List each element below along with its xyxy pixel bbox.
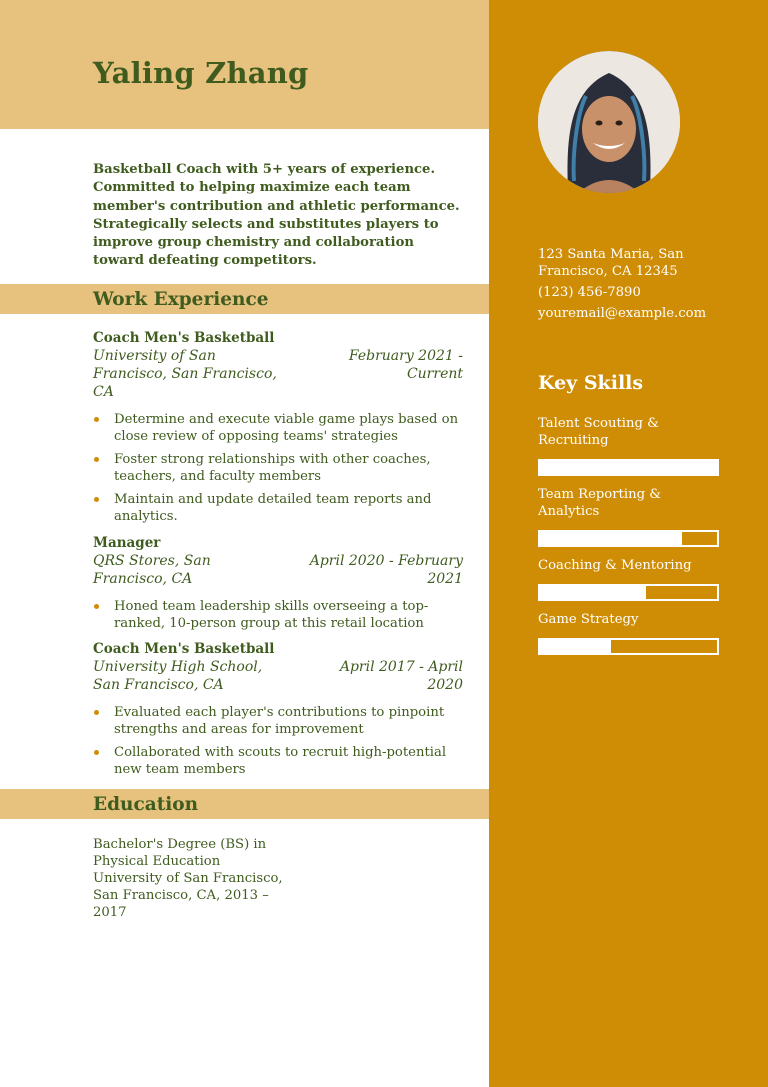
bullet-icon: [94, 497, 99, 502]
list-item: [93, 491, 463, 525]
list-item: [93, 744, 463, 778]
education-entry: Bachelor's Degree (BS) in Physical Education University of San Francisco, San Francisco, CA, 2013 – 2017: [93, 837, 283, 920]
skill-item: [538, 557, 719, 601]
job-title: Coach Men's Basketball: [93, 641, 275, 657]
bullet-icon: [94, 417, 99, 422]
skill-item: [538, 415, 719, 476]
address: 123 Santa Maria, San Francisco, CA 12345: [538, 247, 684, 279]
list-item: [93, 451, 463, 485]
phone: (123) 456-7890: [538, 285, 641, 300]
skill-label: Game Strategy: [538, 612, 639, 627]
list-item: [93, 704, 463, 738]
bullet-icon: [94, 604, 99, 609]
skill-fill: [540, 461, 717, 474]
skill-bar: [538, 638, 719, 655]
job-entry: [93, 329, 463, 531]
job-meta: [93, 658, 463, 694]
job-dates: April 2020 - February 2021: [309, 553, 463, 587]
bullet-text: Collaborated with scouts to recruit high-potential new team members: [114, 745, 447, 777]
list-item: [93, 598, 463, 632]
job-bullets: [93, 704, 463, 778]
list-item: [93, 411, 463, 445]
bullet-icon: [94, 710, 99, 715]
bullet-text: Maintain and update detailed team reports and analytics.: [114, 492, 432, 524]
bullet-text: Honed team leadership skills overseeing a top-ranked, 10-person group at this retail location: [114, 599, 429, 631]
bullet-icon: [94, 750, 99, 755]
section-title: Education: [93, 794, 199, 815]
skill-item: [538, 611, 719, 655]
job-entry: [93, 640, 463, 784]
job-organization: University High School, San Francisco, CA: [93, 659, 263, 693]
job-organization: University of San Francisco, San Francisco, CA: [93, 348, 277, 400]
header-band: [0, 0, 489, 129]
skill-bar: [538, 530, 719, 547]
skill-fill: [540, 532, 682, 545]
skills-title: Key Skills: [538, 372, 644, 394]
job-title: Coach Men's Basketball: [93, 330, 275, 346]
bullet-icon: [94, 457, 99, 462]
job-dates: April 2017 - April 2020: [339, 659, 463, 693]
email: youremail@example.com: [538, 306, 707, 321]
job-entry: [93, 534, 463, 638]
job-bullets: [93, 411, 463, 525]
skill-label: Team Reporting & Analytics: [538, 487, 661, 519]
contact-info: [538, 246, 738, 326]
candidate-name: Yaling Zhang: [93, 56, 309, 90]
skill-bar: [538, 459, 719, 476]
job-meta: [93, 552, 463, 588]
job-title: Manager: [93, 535, 161, 551]
skill-label: Coaching & Mentoring: [538, 558, 692, 573]
job-bullets: [93, 598, 463, 632]
skill-bar: [538, 584, 719, 601]
skill-label: Talent Scouting & Recruiting: [538, 416, 659, 448]
skill-fill: [540, 586, 646, 599]
bullet-text: Evaluated each player's contributions to pinpoint strengths and areas for improvement: [114, 705, 445, 737]
professional-summary: Basketball Coach with 5+ years of experience. Committed to helping maximize each team member's contribution and athletic performance. Strategically selects and substitutes players to improve group chemistry and collaboration toward defeating competitors.: [93, 162, 460, 269]
job-meta: [93, 347, 463, 401]
bullet-text: Determine and execute viable game plays based on close review of opposing teams' strategies: [114, 412, 459, 444]
education-header: [0, 789, 489, 819]
job-dates: February 2021 - Current: [348, 348, 463, 382]
skill-item: [538, 486, 719, 547]
skill-fill: [540, 640, 611, 653]
work-experience-header: [0, 284, 489, 314]
bullet-text: Foster strong relationships with other coaches, teachers, and faculty members: [114, 452, 431, 484]
section-title: Work Experience: [93, 289, 269, 310]
avatar-icon: [538, 51, 680, 193]
job-organization: QRS Stores, San Francisco, CA: [93, 553, 211, 587]
profile-photo: [538, 51, 680, 193]
